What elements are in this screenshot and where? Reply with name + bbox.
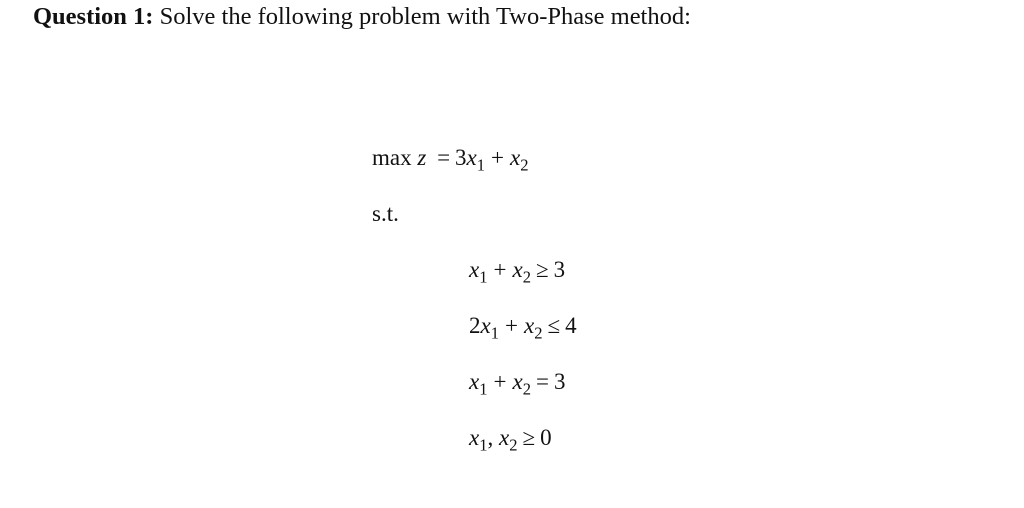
objective-equals: = xyxy=(437,145,451,170)
constraint-3-sub1: 1 xyxy=(479,379,488,399)
constraint-2 xyxy=(469,313,577,343)
constraint-1-relation: ≥ xyxy=(535,257,549,282)
constraint-3-plus: + xyxy=(493,369,507,394)
nonneg-var1: x xyxy=(469,425,480,450)
nonnegativity-constraint xyxy=(469,425,552,455)
objective-var2: x xyxy=(510,145,521,170)
nonneg-comma: , xyxy=(487,425,494,450)
constraint-3-rhs: 3 xyxy=(553,369,566,394)
constraint-3-var2: x xyxy=(512,369,523,394)
constraint-2-sub2: 2 xyxy=(534,323,543,343)
constraint-2-relation: ≤ xyxy=(547,313,561,338)
objective-sense: max xyxy=(372,145,412,170)
subject-to-label: s.t. xyxy=(372,201,399,226)
constraint-3-relation: = xyxy=(535,369,549,394)
question-text: Solve the following problem with Two-Phase method: xyxy=(153,3,691,30)
constraint-2-plus: + xyxy=(505,313,518,338)
constraint-3-var1: x xyxy=(469,369,480,394)
constraint-2-var2: x xyxy=(523,313,535,338)
constraint-3-sub2: 2 xyxy=(522,379,531,399)
constraint-1-var2: x xyxy=(512,257,523,282)
constraint-1-sub1: 1 xyxy=(479,267,488,287)
constraint-3 xyxy=(469,369,566,399)
question-label: Question 1: xyxy=(33,3,154,30)
objective-sub2: 2 xyxy=(520,155,529,175)
objective-sub1: 1 xyxy=(476,155,486,175)
objective-function xyxy=(372,145,529,175)
question-heading xyxy=(33,3,691,31)
objective-coef1: 3 xyxy=(455,145,467,170)
nonneg-rhs: 0 xyxy=(540,425,552,450)
nonneg-var2: x xyxy=(499,425,510,450)
objective-variable: z xyxy=(417,145,427,170)
constraint-1-rhs: 3 xyxy=(553,257,566,282)
objective-plus: + xyxy=(491,145,505,170)
constraint-2-rhs: 4 xyxy=(565,313,577,338)
constraint-2-var1: x xyxy=(480,313,491,338)
constraint-1-var1: x xyxy=(469,257,480,282)
nonneg-relation: ≥ xyxy=(522,425,536,450)
nonneg-sub2: 2 xyxy=(509,435,518,455)
constraint-2-sub1: 1 xyxy=(490,323,499,343)
constraint-2-coef1: 2 xyxy=(469,313,481,338)
constraint-1-sub2: 2 xyxy=(522,267,531,287)
nonneg-sub1: 1 xyxy=(479,435,488,455)
constraint-1 xyxy=(469,257,566,287)
constraint-1-plus: + xyxy=(493,257,507,282)
objective-var1: x xyxy=(466,145,477,170)
